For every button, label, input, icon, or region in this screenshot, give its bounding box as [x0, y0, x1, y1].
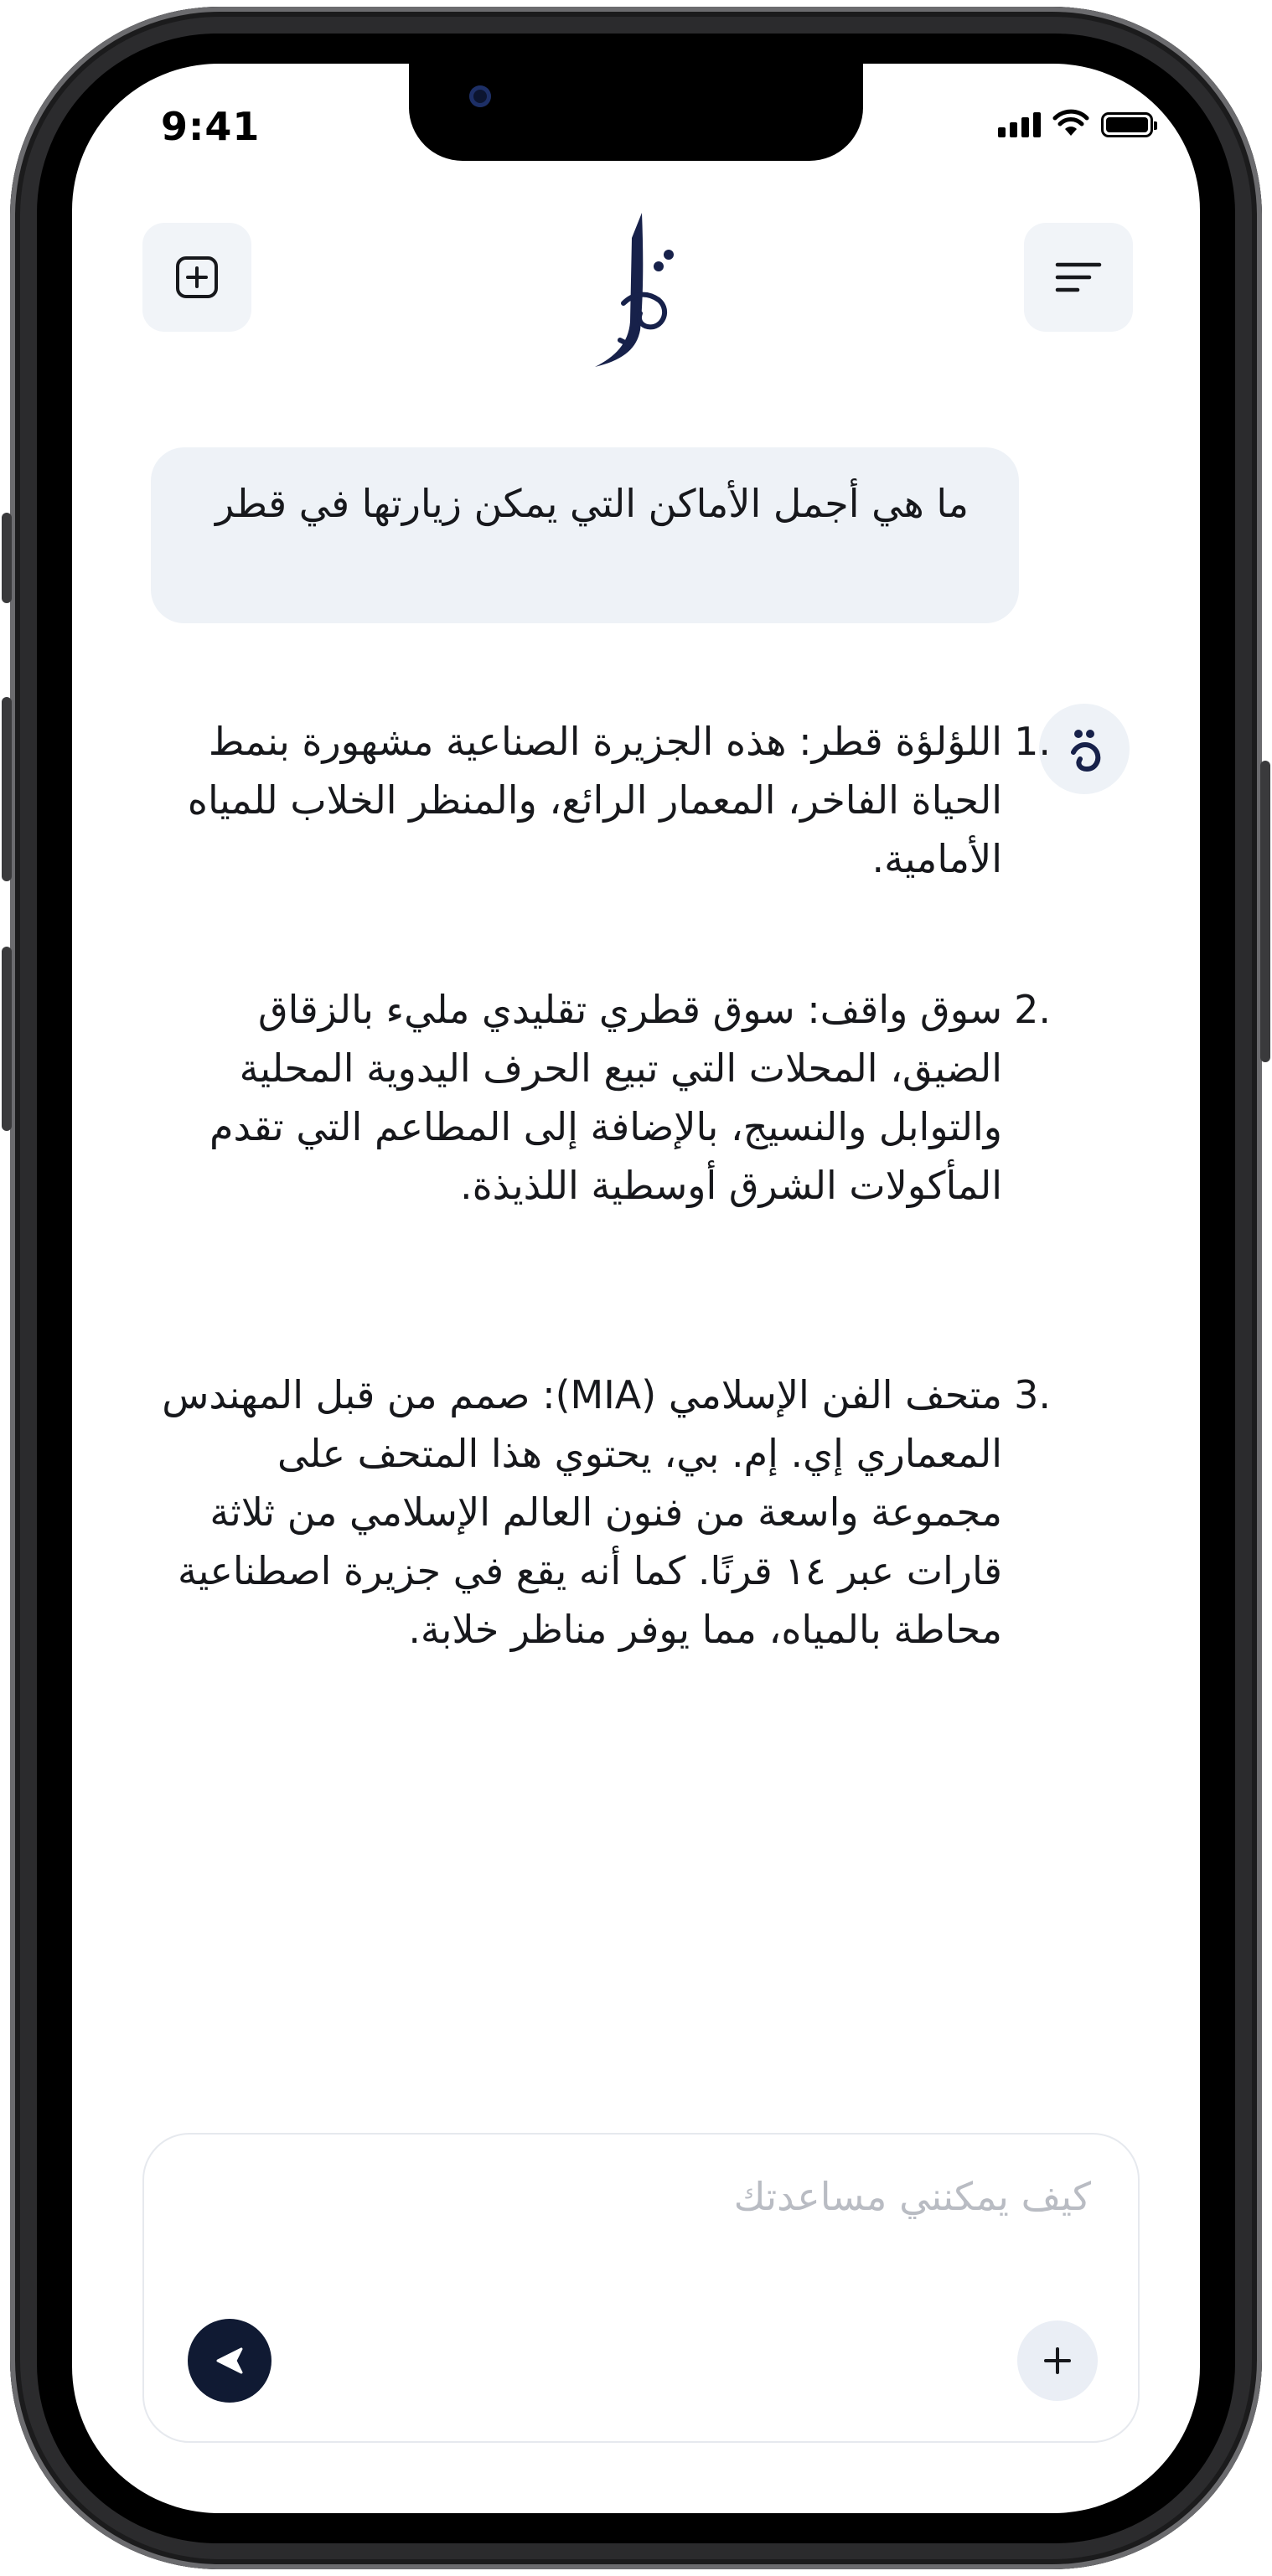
volume-up-button: [2, 697, 12, 881]
menu-button[interactable]: [1024, 223, 1133, 332]
status-icons: [998, 109, 1153, 137]
cellular-signal-icon: [998, 112, 1041, 137]
bot-logo-icon: [1065, 724, 1104, 774]
answer-text: متحف الفن الإسلامي (MIA): صمم من قبل المهندس المعماري إي. إم. بي، يحتوي هذا المتحف على مجموعة واسعة من فنون العالم الإسلامي من ثلاثة قارات عبر ١٤ قرنًا. كما أنه يقع في جزيرة اصطناعية محاطة بالمياه، مما يوفر مناظر خلابة.: [162, 1372, 1002, 1652]
answer-item-2: [151, 980, 1051, 1215]
bot-avatar: [1039, 704, 1130, 794]
side-button: [2, 513, 12, 603]
wifi-icon: [1052, 109, 1089, 137]
answer-number: 1.: [1014, 719, 1051, 764]
answer-number: 2.: [1014, 987, 1051, 1032]
new-chat-button[interactable]: [142, 223, 251, 332]
send-button[interactable]: [188, 2319, 271, 2403]
plus-icon: [1039, 2342, 1076, 2379]
answer-number: 3.: [1014, 1372, 1051, 1417]
attach-button[interactable]: [1017, 2320, 1098, 2401]
power-button: [1260, 761, 1270, 1062]
send-arrow-icon: [209, 2341, 250, 2381]
camera-icon: [469, 85, 491, 107]
answer-text: سوق واقف: سوق قطري تقليدي مليء بالزقاق الضيق، المحلات التي تبيع الحرف اليدوية المحلية والتوابل والنسيج، بالإضافة إلى المطاعم التي تقدم المأكولات الشرق أوسطية اللذيذة.: [209, 987, 1002, 1208]
square-plus-icon: [173, 254, 220, 301]
battery-icon: [1101, 112, 1153, 137]
logo: [582, 204, 690, 372]
message-input[interactable]: [335, 2173, 1093, 2220]
answer-item-3: [151, 1365, 1051, 1659]
phone-screen: [72, 64, 1200, 2513]
volume-down-button: [2, 947, 12, 1131]
notch: [409, 64, 863, 161]
user-message-bubble: ما هي أجمل الأماكن التي يمكن زيارتها في قطر: [151, 447, 1019, 623]
message-composer: [142, 2133, 1140, 2443]
answer-text: اللؤلؤة قطر: هذه الجزيرة الصناعية مشهورة بنمط الحياة الفاخر، المعمار الرائع، والمنظر الخلاب للمياه الأمامية.: [187, 719, 1002, 881]
answer-item-1: [151, 712, 1051, 888]
menu-lines-icon: [1052, 256, 1104, 298]
status-time: 9:41: [161, 104, 261, 149]
